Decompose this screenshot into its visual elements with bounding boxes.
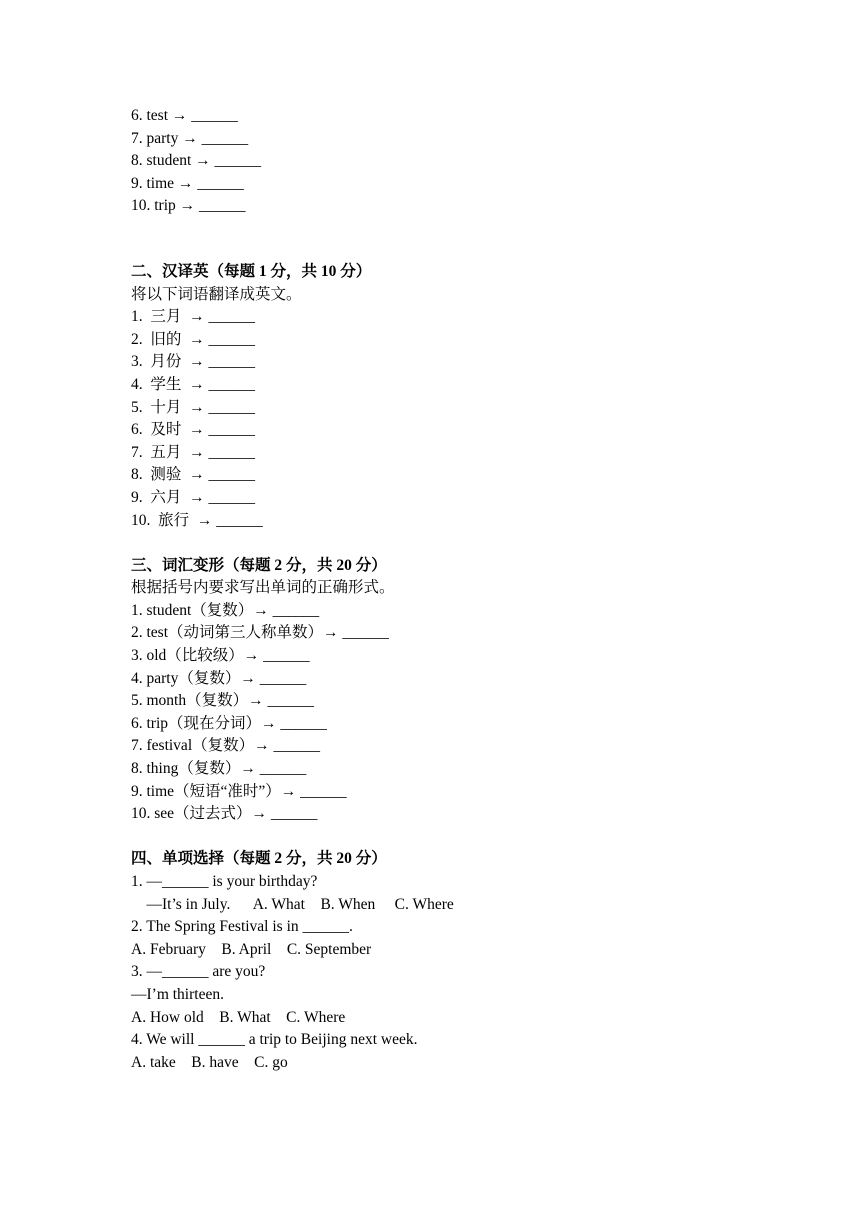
section4	[131, 848, 811, 1074]
question-line: —It’s in July. A. What B. When C. Where	[131, 895, 454, 913]
section2	[131, 261, 811, 532]
section3-heading: 三、词汇变形（每题 2 分，共 20 分）	[131, 556, 387, 574]
list-item: 2. 旧的 → ______	[131, 330, 256, 348]
question-line: A. How old B. What C. Where	[131, 1008, 346, 1026]
list-item: 3. old（比较级）→ ______	[131, 647, 310, 665]
list-item: 10. trip → ______	[131, 197, 246, 215]
list-item: 2. test（动词第三人称单数）→ ______	[131, 624, 389, 642]
list-item: 10. 旅行 → ______	[131, 511, 263, 529]
question-line: A. take B. have C. go	[131, 1053, 288, 1071]
list-item: 8. student → ______	[131, 152, 262, 170]
list-item: 5. month（复数）→ ______	[131, 692, 314, 710]
question-line: —I’m thirteen.	[131, 985, 224, 1003]
section1-tail	[131, 105, 811, 218]
section3-instruction: 根据括号内要求写出单词的正确形式。	[131, 579, 395, 597]
list-item: 4. 学生 → ______	[131, 375, 256, 393]
list-item: 4. party（复数）→ ______	[131, 669, 307, 687]
question-line: 2. The Spring Festival is in ______.	[131, 918, 353, 936]
list-item: 3. 月份 → ______	[131, 353, 256, 371]
list-item: 1. 三月 → ______	[131, 308, 256, 326]
question-line: 4. We will ______ a trip to Beijing next week.	[131, 1031, 418, 1049]
list-item: 7. 五月 → ______	[131, 443, 256, 461]
section2-instruction: 将以下词语翻译成英文。	[131, 285, 302, 303]
section4-heading: 四、单项选择（每题 2 分，共 20 分）	[131, 850, 387, 868]
question-line: 1. —______ is your birthday?	[131, 873, 318, 890]
question-line: 3. —______ are you?	[131, 963, 266, 981]
list-item: 6. 及时 → ______	[131, 421, 256, 439]
list-item: 7. festival（复数）→ ______	[131, 737, 320, 755]
list-item: 8. thing（复数）→ ______	[131, 760, 307, 778]
spacer	[131, 532, 811, 555]
question-line: A. February B. April C. September	[131, 940, 372, 958]
list-item: 5. 十月 → ______	[131, 398, 256, 416]
spacer	[131, 826, 811, 849]
list-item: 9. 六月 → ______	[131, 488, 256, 506]
list-item: 9. time（短语“准时”）→ ______	[131, 782, 347, 800]
section3	[131, 555, 811, 826]
list-item: 6. test → ______	[131, 107, 238, 124]
spacer	[131, 218, 811, 261]
list-item: 1. student（复数）→ ______	[131, 601, 320, 619]
section2-heading: 二、汉译英（每题 1 分，共 10 分）	[131, 262, 372, 280]
list-item: 10. see（过去式）→ ______	[131, 805, 318, 823]
worksheet-page	[131, 105, 811, 1074]
list-item: 7. party → ______	[131, 129, 249, 147]
list-item: 9. time → ______	[131, 174, 244, 192]
list-item: 6. trip（现在分词）→ ______	[131, 714, 327, 732]
list-item: 8. 测验 → ______	[131, 466, 256, 484]
